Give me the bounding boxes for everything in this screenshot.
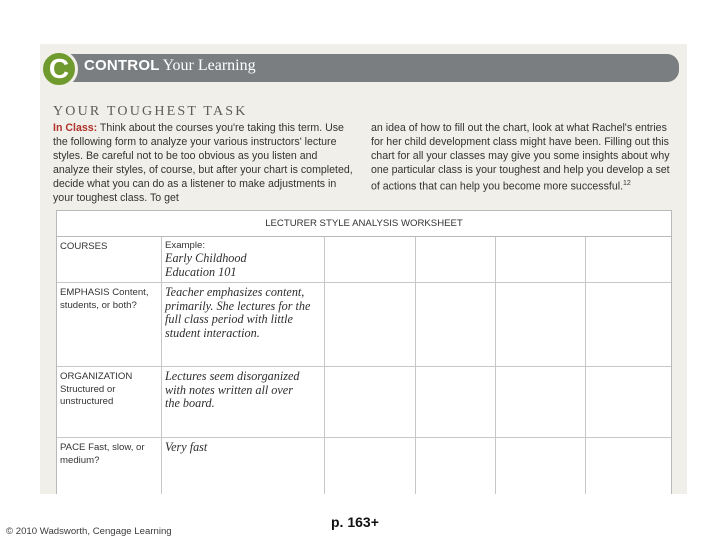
in-class-label: In Class:: [53, 122, 98, 134]
section-title-bold: CONTROL: [84, 57, 160, 74]
task-heading: YOUR TOUGHEST TASK: [53, 104, 248, 119]
instructions-right: [371, 121, 681, 194]
example-entry: [165, 286, 323, 340]
row-label: EMPHASIS Content, students, or both?: [60, 287, 149, 311]
row-label: ORGANIZATION Structured or unstructured: [60, 371, 133, 407]
row-label: PACE Fast, slow, or medium?: [60, 442, 145, 466]
copyright-notice: © 2010 Wadsworth, Cengage Learning: [6, 526, 172, 537]
instructions-left: [53, 121, 355, 205]
worksheet-title: LECTURER STYLE ANALYSIS WORKSHEET: [57, 211, 671, 237]
instructions-right-text: an idea of how to fill out the chart, look at what Rachel's entries for her child development class might have been. Filling out this chart for all your classes may give you some insights about why one particular class is your toughest and help you develop a set of actions that can help you become more successful.: [371, 122, 670, 193]
page-number: p. 163+: [331, 514, 379, 530]
row-label: COURSES: [60, 241, 108, 252]
lecturer-worksheet: [56, 210, 672, 494]
footnote-marker: 12: [623, 180, 631, 187]
instructions-left-text: Think about the courses you're taking this term. Use the following form to analyze your various instructors' lecture styles. Be careful not to be too obvious as you listen and analyze their styles, of course, but after your chart is completed, decide what you can do as a listener to make adjustments in your toughest class. To get: [53, 122, 353, 204]
section-title-rest: Your Learning: [162, 57, 256, 74]
worksheet-row-courses: [57, 237, 671, 283]
example-entry: [165, 370, 305, 411]
example-entry: [165, 240, 315, 279]
handwritten-entry: Early Childhood Education 101: [165, 251, 247, 279]
example-prefix: Example:: [165, 240, 205, 251]
handwritten-entry: Lectures seem disorganized with notes written all over the board.: [165, 369, 300, 411]
worksheet-row-organization: [57, 367, 671, 438]
handwritten-entry: Teacher emphasizes content, primarily. She lectures for the full class period with little student interaction.: [165, 285, 311, 340]
worksheet-row-emphasis: [57, 283, 671, 367]
worksheet-row-pace: [57, 438, 671, 494]
control-logo-icon: [40, 50, 78, 88]
handwritten-entry: Very fast: [165, 440, 208, 454]
textbook-panel: [40, 44, 687, 494]
example-entry: [165, 441, 315, 455]
section-title: [84, 57, 256, 75]
logo-letter: C: [48, 53, 70, 84]
